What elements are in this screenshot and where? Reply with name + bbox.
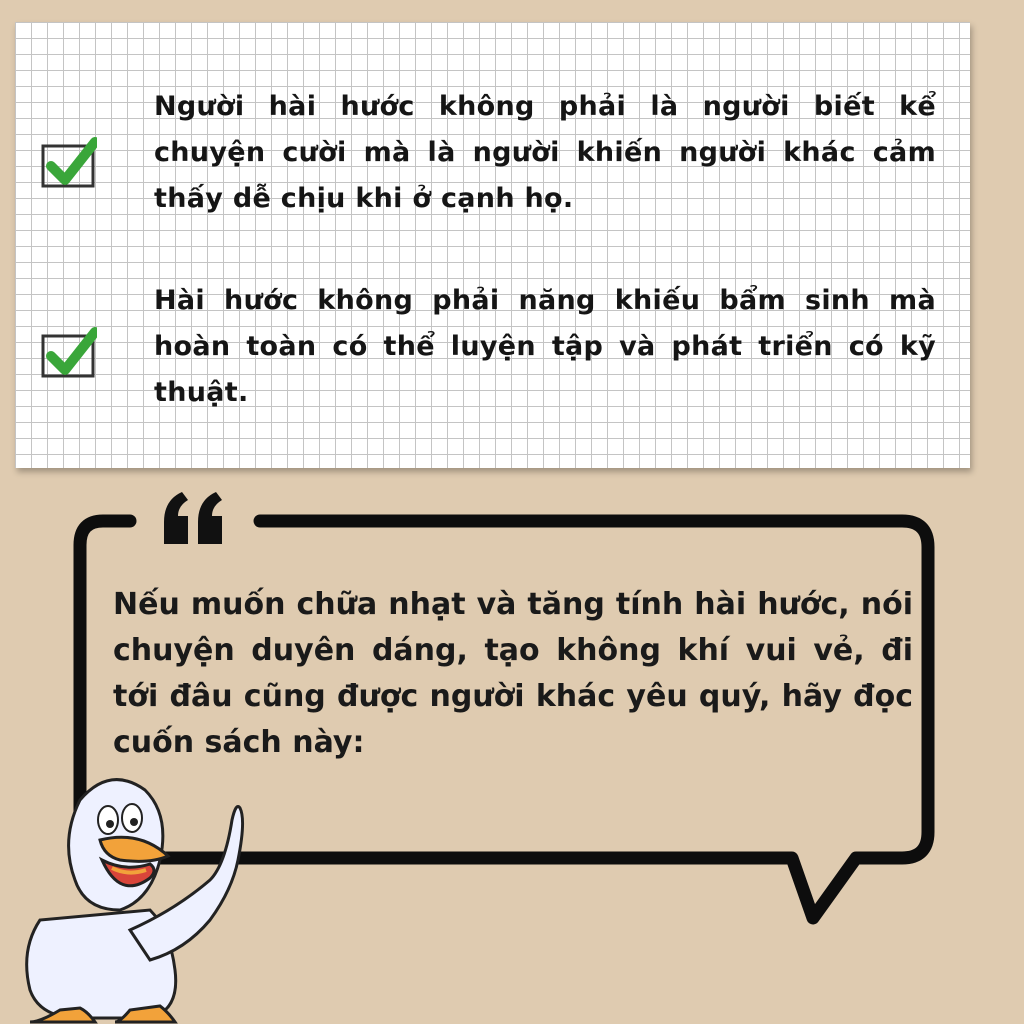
quote-text: Nếu muốn chữa nhạt và tăng tính hài hước, nói chuyện duyên dáng, tạo không khí vui vẻ, đi tới đâu cũng được người khác yêu quý, hãy đọc cuốn sách này: (113, 587, 913, 760)
checklist-item-text: Người hài hước không phải là người biết kể chuyện cười mà là người khiến người khác cảm thấy dễ chịu khi ở cạnh họ. (154, 91, 936, 214)
checklist-item-text: Hài hước không phải năng khiếu bẩm sinh mà hoàn toàn có thể luyện tập và phát triển có kỹ thuật. (154, 285, 936, 408)
duck-mascot (0, 760, 260, 1024)
quote-mark-icon (160, 488, 230, 548)
